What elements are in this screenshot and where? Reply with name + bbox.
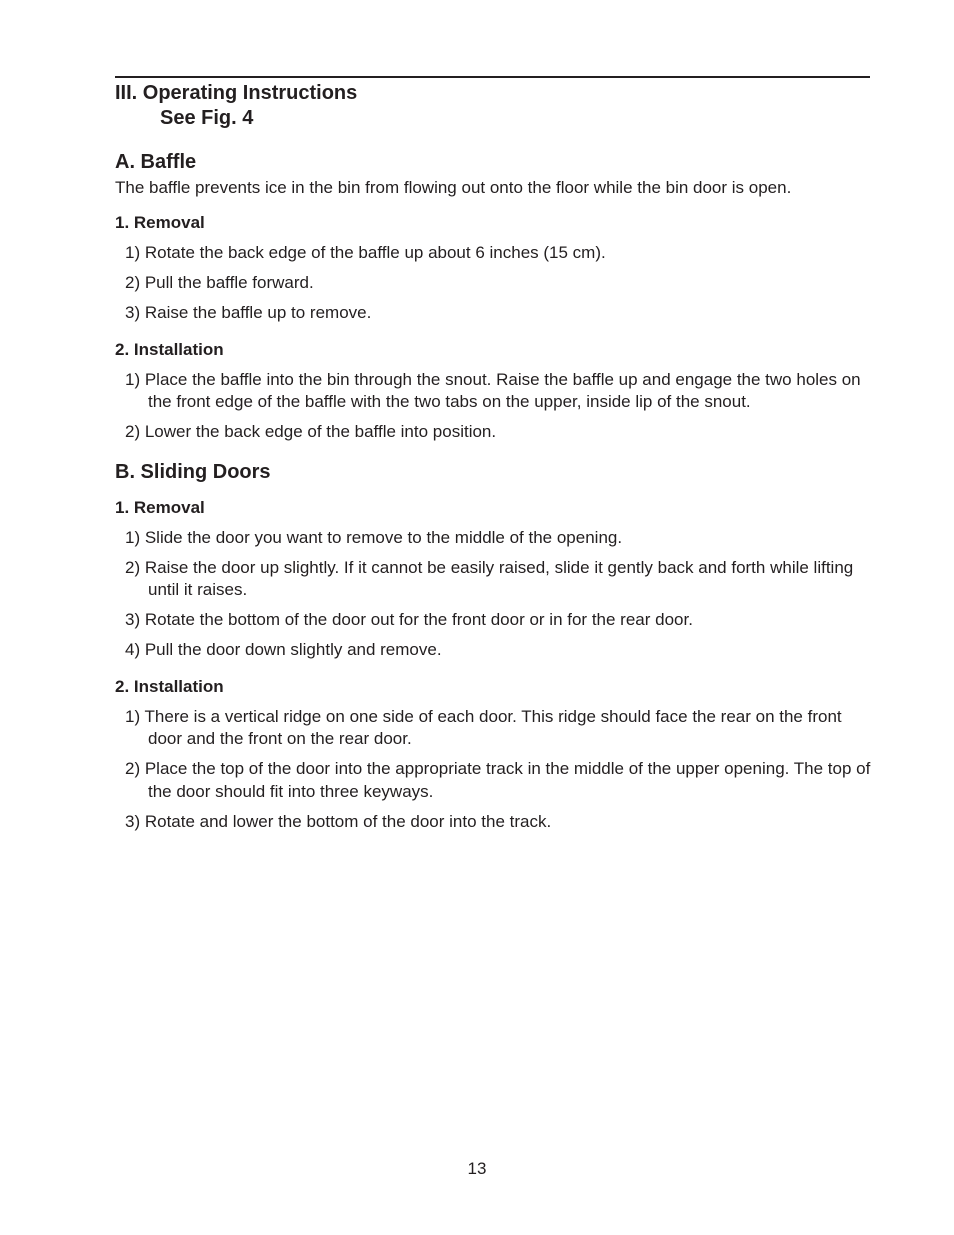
section-subtitle: See Fig. 4 — [160, 107, 254, 129]
sliding-doors-installation-heading: 2. Installation — [115, 676, 224, 696]
list-item: 1) There is a vertical ridge on one side of each door. This ridge should face the rear on the front door and the front on the rear door. — [125, 706, 842, 748]
baffle-installation-steps — [115, 369, 875, 444]
list-item: 2) Lower the back edge of the baffle into position. — [125, 422, 497, 441]
list-item: 1) Place the baffle into the bin through the snout. Raise the baffle up and engage the two holes on the front edge of the baffle with the two tabs on the upper, inside lip of the snout. — [125, 369, 861, 411]
list-item: 4) Pull the door down slightly and remove. — [125, 640, 442, 659]
list-item: 2) Pull the baffle forward. — [125, 273, 314, 292]
sliding-doors-installation-steps — [115, 706, 875, 834]
baffle-installation-heading: 2. Installation — [115, 339, 224, 359]
list-item: 1) Rotate the back edge of the baffle up about 6 inches (15 cm). — [125, 243, 606, 262]
page-content — [115, 81, 875, 833]
page-number: 13 — [467, 1159, 487, 1178]
baffle-removal-heading: 1. Removal — [115, 213, 205, 232]
list-item: 2) Raise the door up slightly. If it cannot be easily raised, slide it gently back and forth while lifting until it raises. — [125, 557, 854, 599]
sliding-doors-heading: B. Sliding Doors — [115, 460, 271, 483]
baffle-intro: The baffle prevents ice in the bin from flowing out onto the floor while the bin door is open. — [115, 178, 792, 197]
sliding-doors-removal-heading: 1. Removal — [115, 497, 205, 517]
sliding-doors-removal-steps — [115, 527, 875, 662]
baffle-heading: A. Baffle — [115, 151, 197, 173]
list-item: 3) Rotate and lower the bottom of the door into the track. — [125, 811, 552, 831]
top-rule — [115, 76, 870, 78]
baffle-removal-steps — [115, 242, 875, 325]
section-title: III. Operating Instructions — [115, 82, 358, 104]
list-item: 3) Raise the baffle up to remove. — [125, 303, 372, 322]
list-item: 2) Place the top of the door into the appropriate track in the middle of the upper opening. The top of the door should fit into three keyways. — [125, 759, 871, 801]
list-item: 1) Slide the door you want to remove to the middle of the opening. — [125, 527, 623, 547]
list-item: 3) Rotate the bottom of the door out for the front door or in for the rear door. — [125, 610, 693, 629]
